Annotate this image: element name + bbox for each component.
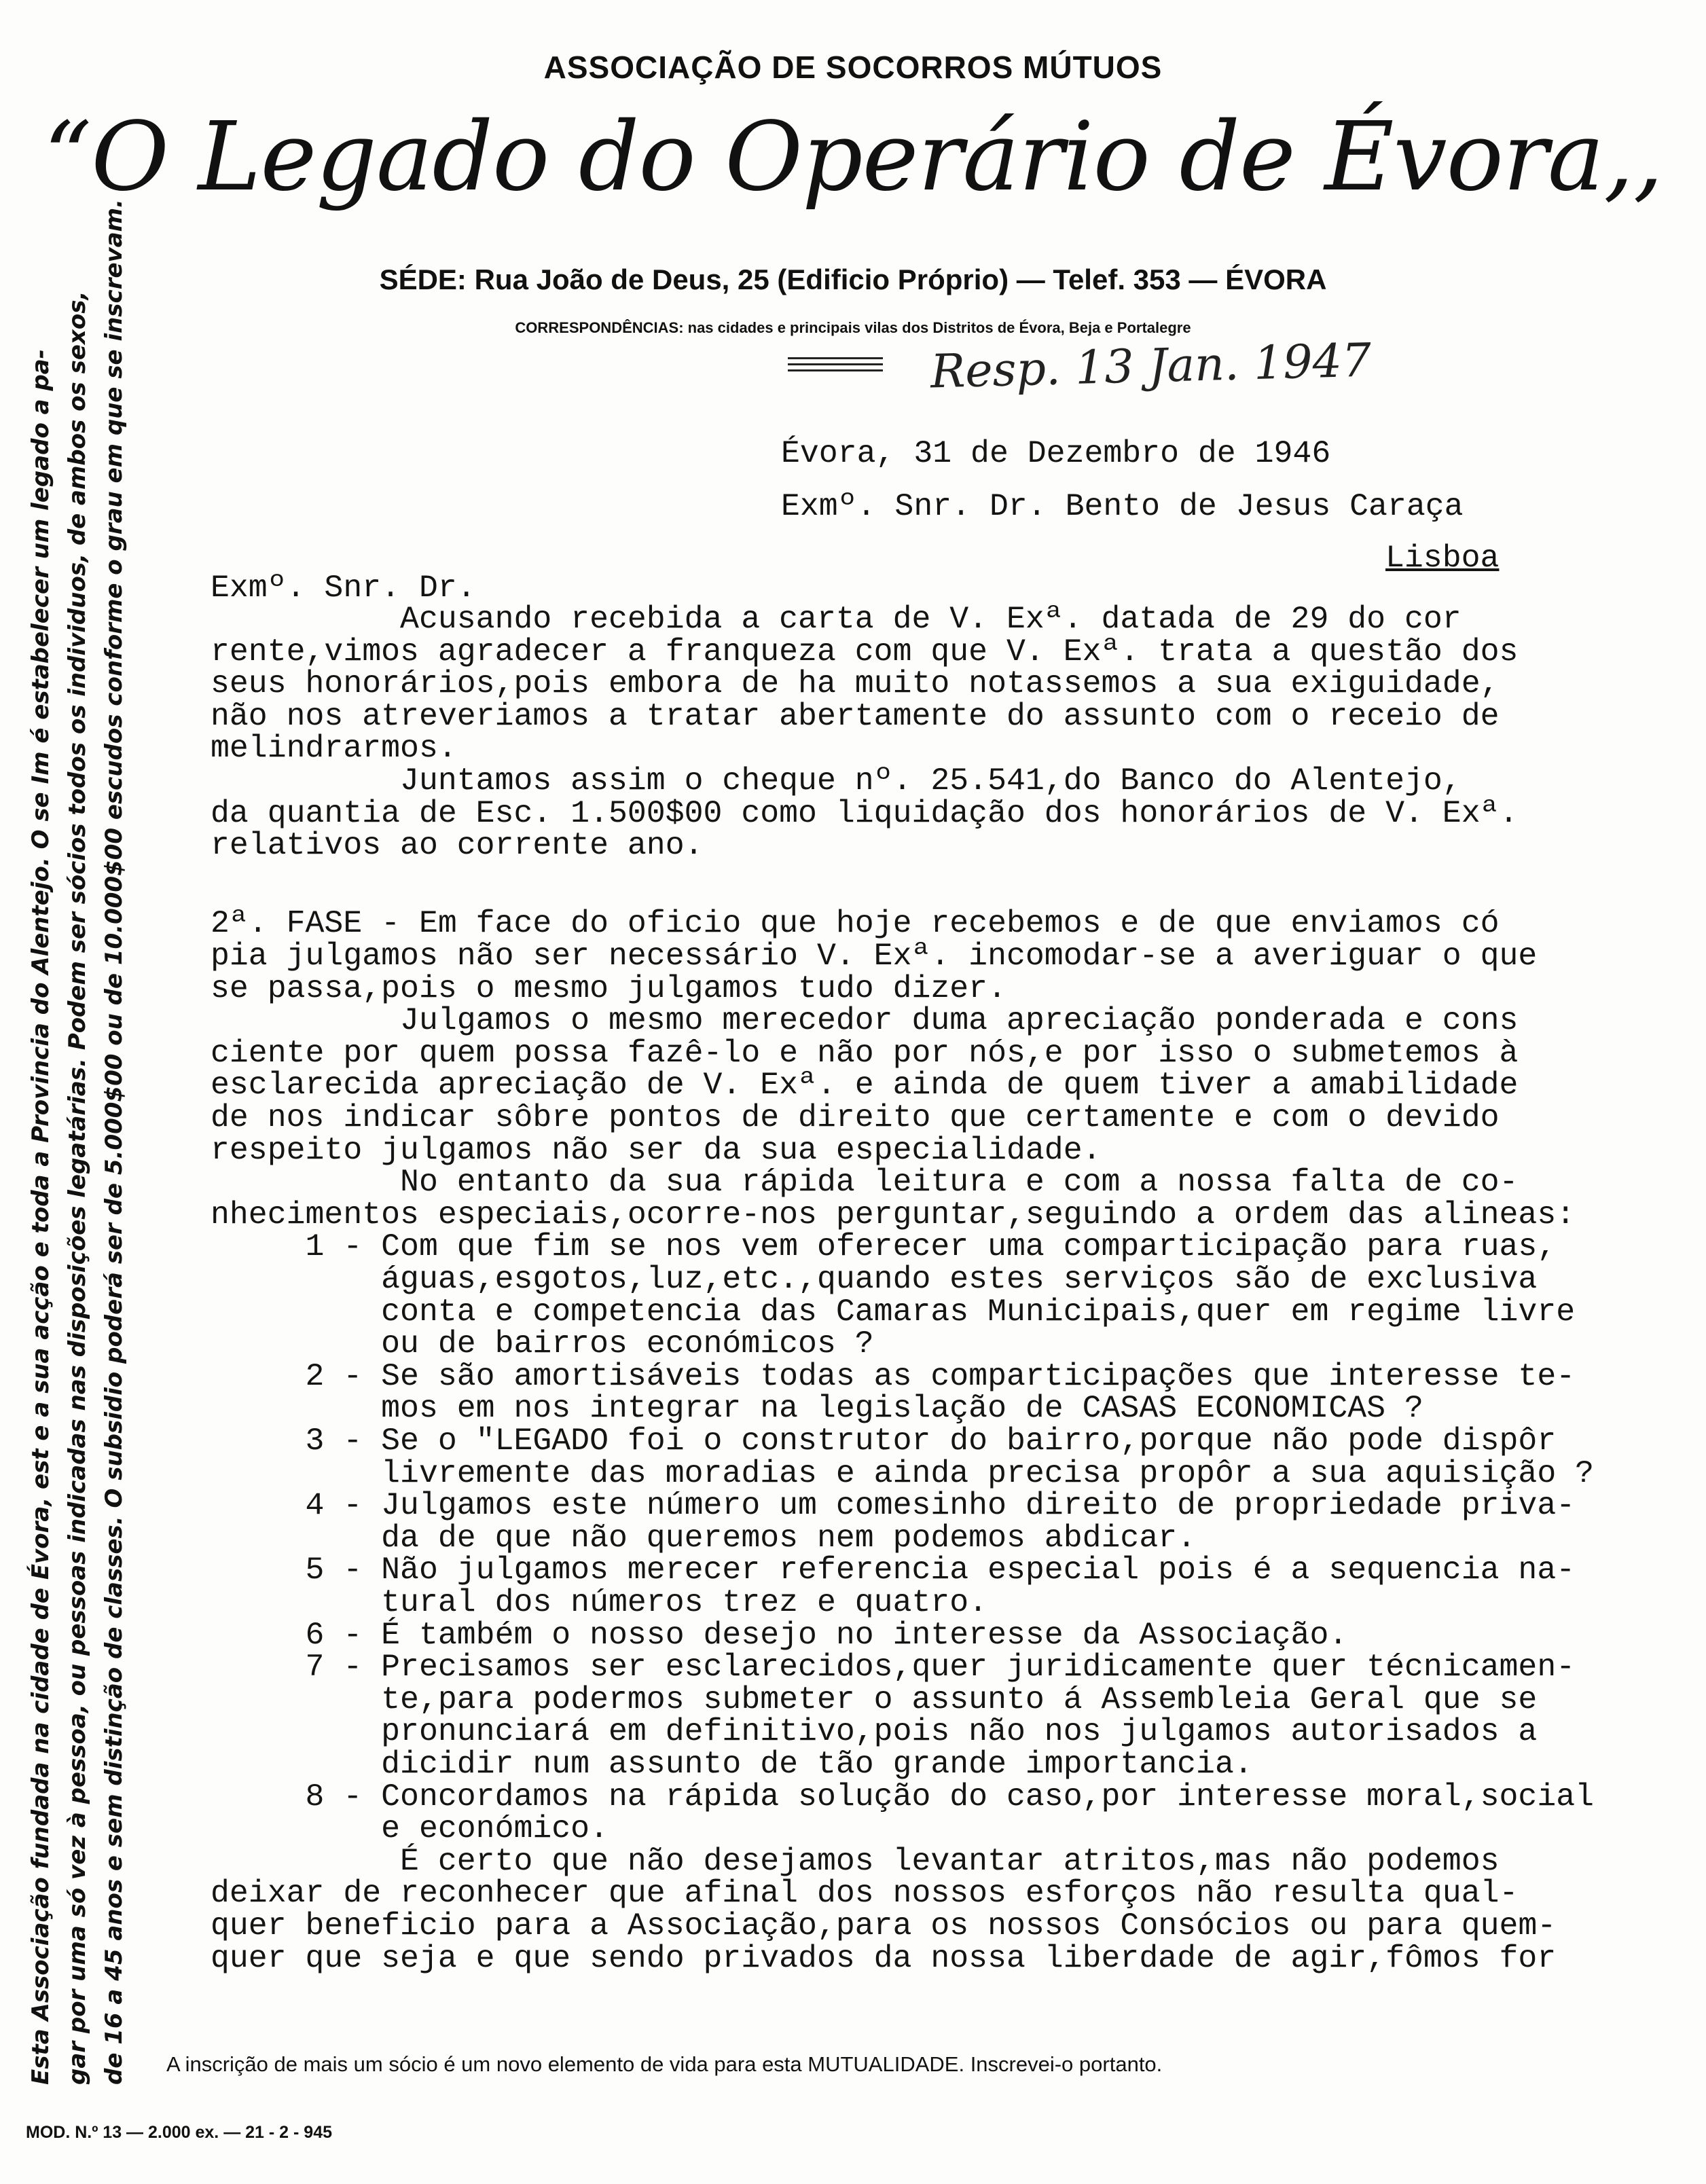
letter-line: ciente por quem possa fazê-lo e não por nós,e por isso o submetemos à — [211, 1034, 1519, 1071]
letter-line: 3 - Se o "LEGADO foi o construtor do bairro,porque não pode dispôr — [211, 1423, 1557, 1459]
letter-line: águas,esgotos,luz,etc.,quando estes serviços são de exclusiva — [211, 1261, 1538, 1297]
margin-statute-line: de 16 a 45 anos e sem distinção de classes. O subsidio poderá ser de 5.000$00 ou de 10.000$00 escudos conforme o grau em que se inscrevam. — [101, 199, 128, 2085]
letter-line: não nos atreveriamos a tratar abertamente do assunto com o receio de — [211, 697, 1500, 734]
letter-line: de nos indicar sôbre pontos de direito que certamente e com o devido — [211, 1099, 1500, 1135]
footer-slogan: A inscrição de mais um sócio é um novo elemento de vida para esta MUTUALIDADE. Inscrevei-o portanto. — [166, 2052, 1163, 2076]
handwritten-note: Resp. 13 Jan. 1947 — [930, 333, 1373, 399]
letter-line: Julgamos o mesmo merecedor duma apreciação ponderada e cons — [211, 1002, 1519, 1039]
letter-line: 2 - Se são amortisáveis todas as comparticipações que interesse te- — [211, 1358, 1576, 1394]
recipient-name: Exmº. Snr. Dr. Bento de Jesus Caraça — [781, 488, 1464, 524]
letter-line: 5 - Não julgamos merecer referencia especial pois é a sequencia na- — [211, 1552, 1576, 1588]
letter-line: No entanto da sua rápida leitura e com a nossa falta de co- — [211, 1164, 1519, 1201]
letter-line: pronunciará em definitivo,pois não nos julgamos autorisados a — [211, 1713, 1538, 1750]
letter-line: 6 - É também o nosso desejo no interesse da Associação. — [211, 1616, 1348, 1653]
letter-line: 7 - Precisamos ser esclarecidos,quer juridicamente quer técnicamen- — [211, 1649, 1576, 1686]
letter-line: É certo que não desejamos levantar atritos,mas não podemos — [211, 1842, 1500, 1879]
letter-line: te,para podermos submeter o assunto á Assembleia Geral que se — [211, 1681, 1538, 1717]
letter-line: deixar de reconhecer que afinal dos nossos esforços não resulta qual- — [211, 1875, 1519, 1912]
letter-line: ou de bairros económicos ? — [211, 1326, 874, 1362]
address-line: SÉDE: Rua João de Deus, 25 (Edificio Próprio) — Telef. 353 — ÉVORA — [379, 263, 1327, 295]
letter-line: relativos ao corrente ano. — [211, 827, 704, 864]
decorative-rule — [788, 357, 883, 376]
letter-line: 4 - Julgamos este número um comesinho direito de propriedade priva- — [211, 1487, 1576, 1524]
letter-line: mos em nos integrar na legislação de CASAS ECONOMICAS ? — [211, 1390, 1423, 1427]
letter-line: respeito julgamos não ser da sua especialidade. — [211, 1131, 1102, 1168]
footer-model-code: MOD. N.º 13 — 2.000 ex. — 21 - 2 - 945 — [26, 2123, 333, 2142]
letter-line: pia julgamos não ser necessário V. Exª. incomodar-se a averiguar o que — [211, 938, 1538, 974]
letter-line: e económico. — [211, 1810, 609, 1847]
letter-line: quer que seja e que sendo privados da nossa liberdade de agir,fômos for — [211, 1940, 1557, 1976]
association-name: “O Legado do Operário de Évora,, — [43, 102, 1663, 213]
letter-line: rente,vimos agradecer a franqueza com que V. Exª. trata a questão dos — [211, 633, 1519, 670]
recipient-city: Lisboa — [1385, 540, 1500, 576]
letter-line: tural dos números trez e quatro. — [211, 1584, 988, 1620]
letter-line: nhecimentos especiais,ocorre-nos perguntar,seguindo a ordem das alineas: — [211, 1196, 1576, 1233]
letter-line: Juntamos assim o cheque nº. 25.541,do Banco do Alentejo, — [211, 763, 1462, 799]
margin-statute-line: Esta Associação fundada na cidade de Évora, est e a sua acção e toda a Provincia do Alentejo. O se Im é estabelecer um legado a pa- — [27, 349, 54, 2085]
letter-line: 1 - Com que fim se nos vem oferecer uma comparticipação para ruas, — [211, 1228, 1557, 1265]
letter-line: esclarecida apreciação de V. Exª. e ainda de quem tiver a amabilidade — [211, 1067, 1519, 1104]
letter-line: da de que não queremos nem podemos abdicar. — [211, 1519, 1197, 1556]
correspondence-line: CORRESPONDÊNCIAS: nas cidades e principais vilas dos Distritos de Évora, Beja e Portalegre — [515, 319, 1191, 336]
letter-line: dicidir num assunto de tão grande importancia. — [211, 1746, 1253, 1782]
letter-line: melindrarmos. — [211, 730, 457, 767]
letter-line: livremente das moradias e ainda precisa propôr a sua aquisição ? — [211, 1455, 1595, 1491]
letter-line: 2ª. FASE - Em face do oficio que hoje recebemos e de que enviamos có — [211, 905, 1500, 942]
letter-line: se passa,pois o mesmo julgamos tudo dizer. — [211, 970, 1006, 1006]
letter-line: seus honorários,pois embora de ha muito notassemos a sua exiguidade, — [211, 666, 1500, 702]
letter-line: da quantia de Esc. 1.500$00 como liquidação dos honorários de V. Exª. — [211, 795, 1519, 831]
letter-line: 8 - Concordamos na rápida solução do caso,por interesse moral,social — [211, 1778, 1595, 1815]
letter-date: Évora, 31 de Dezembro de 1946 — [781, 435, 1331, 471]
margin-statute-line: gar por uma só vez à pessoa, ou pessoas indicadas nas disposições legatárias. Podem ser sócios todos os individuos, de ambos os sexos, — [64, 291, 91, 2085]
salutation: Exmº. Snr. Dr. — [211, 570, 476, 606]
association-type: ASSOCIAÇÃO DE SOCORROS MÚTUOS — [543, 50, 1163, 85]
letter-line: Acusando recebida a carta de V. Exª. datada de 29 do cor — [211, 601, 1462, 637]
letter-line: conta e competencia das Camaras Municipais,quer em regime livre — [211, 1293, 1576, 1330]
letter-line: quer beneficio para a Associação,para os nossos Consócios ou para quem- — [211, 1908, 1557, 1944]
